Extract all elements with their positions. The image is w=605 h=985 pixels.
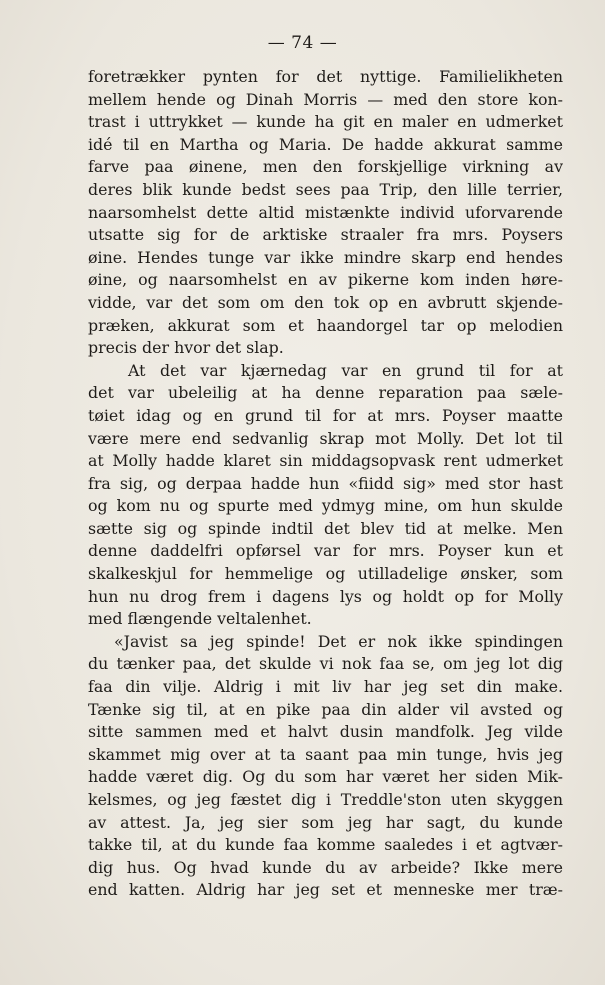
text-line: vidde, var det som om den tok op en avbrutt skjende- <box>88 292 563 312</box>
text-line: sitte sammen med et halvt dusin mandfolk. Jeg vilde <box>88 722 563 742</box>
text-line: tøiet idag og en grund til for at mrs. Poyser maatte <box>88 405 563 425</box>
text-line: du tænker paa, det skulde vi nok faa se, om jeg lot dig <box>88 654 563 674</box>
text-line: hadde været dig. Og du som har været her siden Mik- <box>88 767 563 787</box>
paragraph-end-line: precis der hvor det slap. <box>88 338 284 358</box>
text-line: det var ubeleilig at ha denne reparation paa sæle- <box>88 383 563 403</box>
text-line: end katten. Aldrig har jeg set et menneske mer træ- <box>88 880 563 900</box>
text-line: dig hus. Og hvad kunde du av arbeide? Ikke mere <box>88 857 563 877</box>
text-line: naarsomhelst dette altid mistænkte individ uforvarende <box>88 202 563 222</box>
text-line: denne daddelfri opførsel var for mrs. Poyser kun et <box>88 541 563 561</box>
text-line: av attest. Ja, jeg sier som jeg har sagt, du kunde <box>88 812 563 832</box>
body-text <box>88 66 563 902</box>
text-line: deres blik kunde bedst sees paa Trip, den lille terrier, <box>88 179 563 199</box>
paragraph-start-line: «Javist sa jeg spinde! Det er nok ikke spindingen <box>114 631 563 651</box>
text-line: at Molly hadde klaret sin middagsopvask rent udmerket <box>88 451 563 471</box>
text-line: foretrækker pynten for det nyttige. Familielikheten <box>88 67 563 86</box>
paragraph-start-line: At det var kjærnedag var en grund til for at <box>128 360 563 380</box>
text-line: øine. Hendes tunge var ikke mindre skarp end hendes <box>88 247 563 267</box>
text-line: utsatte sig for de arktiske straaler fra mrs. Poysers <box>88 225 563 245</box>
text-line: kelsmes, og jeg fæstet dig i Treddle'ston uten skyggen <box>88 790 563 809</box>
text-line: præken, akkurat som et haandorgel tar op melodien <box>88 315 563 335</box>
text-line: takke til, at du kunde faa komme saaledes i et agtvær- <box>88 835 563 855</box>
text-line: og kom nu og spurte med ydmyg mine, om hun skulde <box>88 496 563 516</box>
page-number: — 74 — <box>267 33 338 53</box>
text-line: fra sig, og derpaa hadde hun «fiidd sig» med stor hast <box>88 473 563 493</box>
text-line: hun nu drog frem i dagens lys og holdt op for Molly <box>88 586 563 606</box>
text-line: mellem hende og Dinah Morris — med den store kon- <box>88 89 563 109</box>
text-line: skalkeskjul for hemmelige og utilladelige ønsker, som <box>88 564 563 584</box>
text-line: skammet mig over at ta saant paa min tunge, hvis jeg <box>88 744 563 764</box>
text-line: faa din vilje. Aldrig i mit liv har jeg set din make. <box>88 677 563 697</box>
text-line: farve paa øinene, men den forskjellige virkning av <box>88 157 563 177</box>
text-line: trast i uttrykket — kunde ha git en maler en udmerket <box>88 112 563 132</box>
text-line: øine, og naarsomhelst en av pikerne kom inden høre- <box>88 270 563 290</box>
text-line: Tænke sig til, at en pike paa din alder vil avsted og <box>88 699 563 719</box>
paragraph-end-line: med flængende veltalenhet. <box>88 609 312 629</box>
text-line: idé til en Martha og Maria. De hadde akkurat samme <box>88 134 563 154</box>
text-line: sætte sig og spinde indtil det blev tid at melke. Men <box>88 518 563 538</box>
text-line: være mere end sedvanlig skrap mot Molly. Det lot til <box>88 428 563 448</box>
